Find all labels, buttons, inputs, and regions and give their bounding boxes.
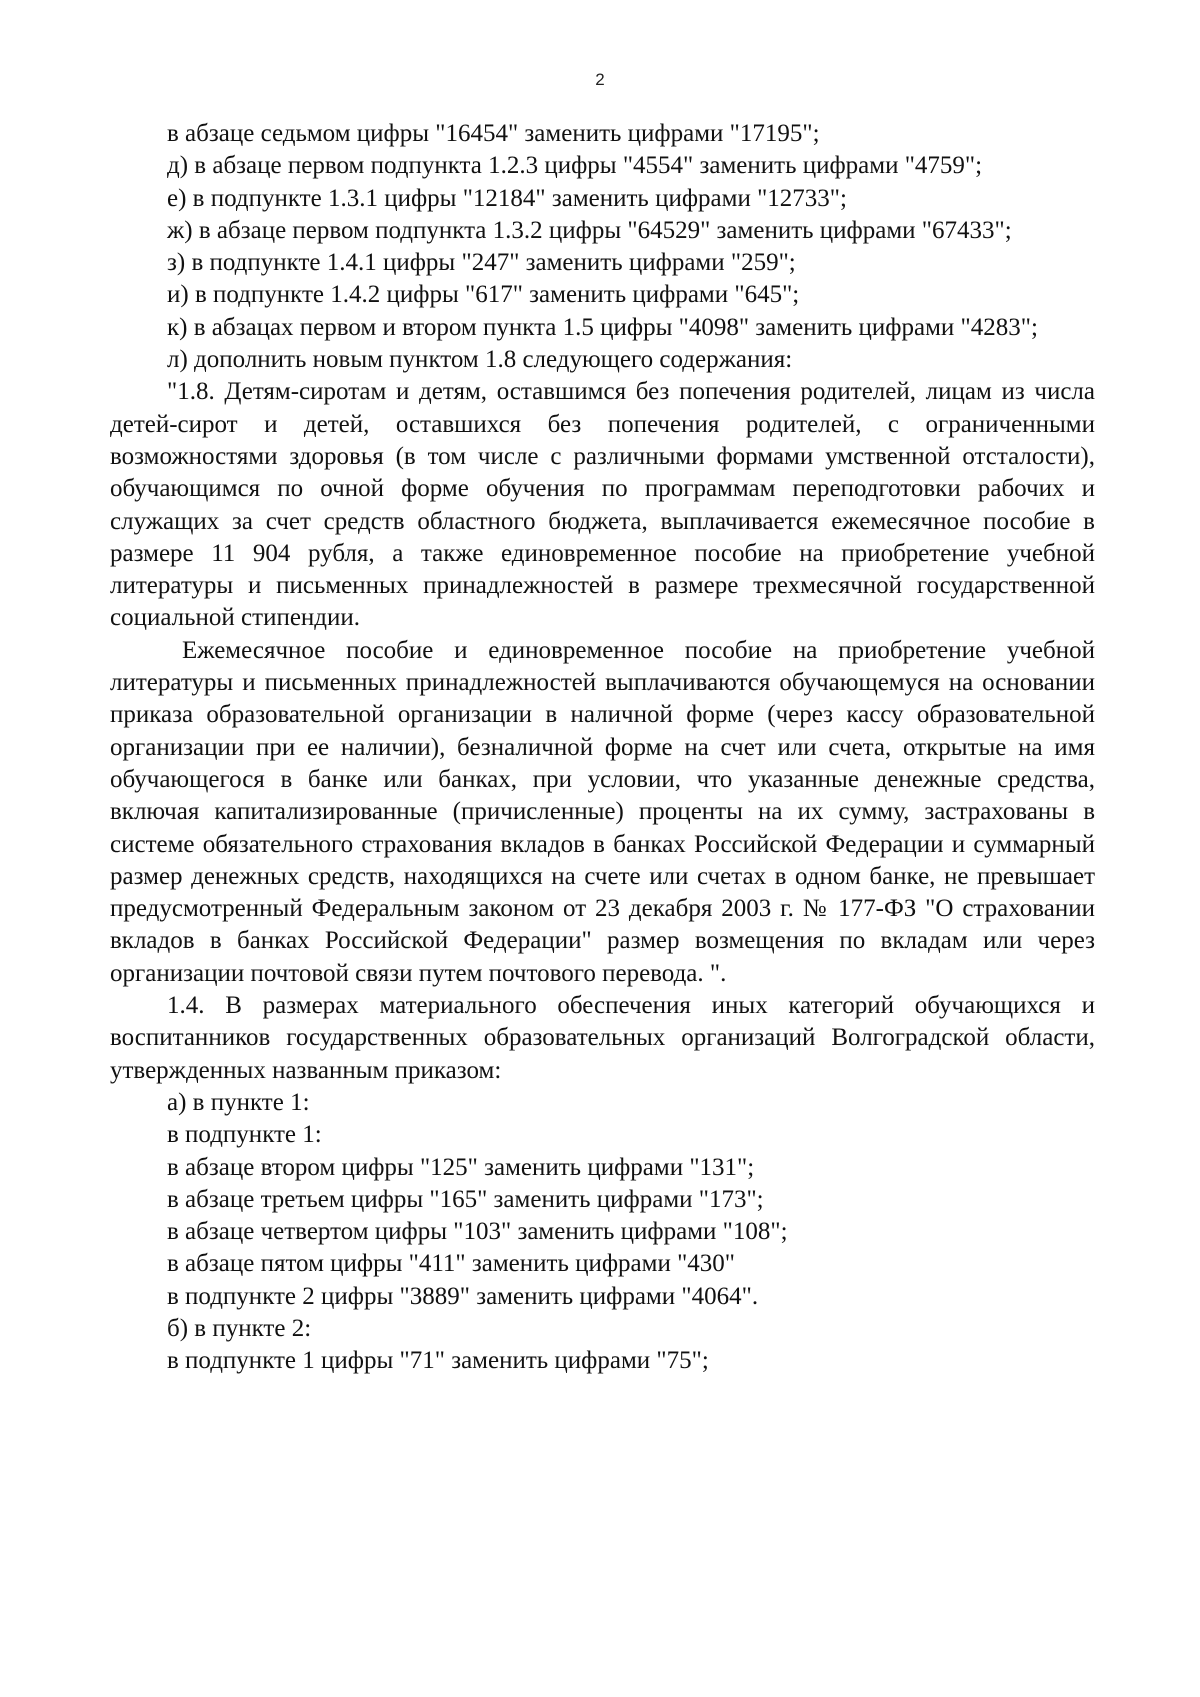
paragraph: е) в подпункте 1.3.1 цифры "12184" заменить цифрами "12733";	[167, 184, 847, 212]
paragraph: и) в подпункте 1.4.2 цифры "617" заменить цифрами "645";	[167, 281, 800, 309]
paragraph: б) в пункте 2:	[167, 1314, 312, 1342]
paragraph: ж) в абзаце первом подпункта 1.3.2 цифры "64529" заменить цифрами "67433";	[167, 216, 1012, 244]
paragraph: "1.8. Детям-сиротам и детям, оставшимся без попечения родителей, лицам из числа детей-сирот и детей, оставшихся без попечения родителей, с ограниченными возможностями здоровья (в том числе с различными формами умственной отсталости), обучающимся по очной форме обучения по программам переподготовки рабочих и служащих за счет средств областного бюджета, выплачивается ежемесячное пособие в размере 11 904 рубля, а также единовременное пособие на приобретение учебной литературы и письменных принадлежностей в размере трехмесячной государственной социальной стипендии.	[110, 378, 1095, 632]
paragraph: в подпункте 2 цифры "3889" заменить цифрами "4064".	[167, 1282, 759, 1310]
paragraph: в подпункте 1 цифры "71" заменить цифрами "75";	[167, 1347, 709, 1375]
page-number: 2	[595, 70, 605, 89]
paragraph: в абзаце третьем цифры "165" заменить цифрами "173";	[167, 1185, 764, 1213]
paragraph: в абзаце седьмом цифры "16454" заменить цифрами "17195";	[167, 120, 820, 147]
paragraph: д) в абзаце первом подпункта 1.2.3 цифры "4554" заменить цифрами "4759";	[167, 152, 983, 180]
paragraph: з) в подпункте 1.4.1 цифры "247" заменить цифрами "259";	[167, 249, 796, 277]
paragraph: л) дополнить новым пунктом 1.8 следующего содержания:	[167, 346, 793, 374]
paragraph: в абзаце пятом цифры "411" заменить цифрами "430"	[167, 1250, 736, 1278]
document-body	[110, 118, 1095, 1378]
paragraph: 1.4. В размерах материального обеспечения иных категорий обучающихся и воспитанников государственных образовательных организаций Волгоградской области, утвержденных названным приказом:	[110, 992, 1095, 1084]
paragraph: в подпункте 1:	[167, 1121, 322, 1149]
paragraph: в абзаце втором цифры "125" заменить цифрами "131";	[167, 1153, 755, 1181]
paragraph: Ежемесячное пособие и единовременное пособие на приобретение учебной литературы и письменных принадлежностей выплачиваются обучающемуся на основании приказа образовательной организации в наличной форме (через кассу образовательной организации при ее наличии), безналичной форме на счет или счета, открытые на имя обучающегося в банке или банках, при условии, что указанные денежные средства, включая капитализированные (причисленные) проценты на их сумму, застрахованы в системе обязательного страхования вкладов в банках Российской Федерации и суммарный размер денежных средств, находящихся на счете или счетах в одном банке, не превышает предусмотренный Федеральным законом от 23 декабря 2003 г. № 177-ФЗ "О страховании вкладов в банках Российской Федерации" размер возмещения по вкладам или через организации почтовой связи путем почтового перевода. ".	[110, 636, 1095, 987]
paragraph: к) в абзацах первом и втором пункта 1.5 цифры "4098" заменить цифрами "4283";	[167, 313, 1038, 341]
paragraph: в абзаце четвертом цифры "103" заменить цифрами "108";	[167, 1218, 788, 1246]
paragraph: а) в пункте 1:	[167, 1088, 310, 1116]
